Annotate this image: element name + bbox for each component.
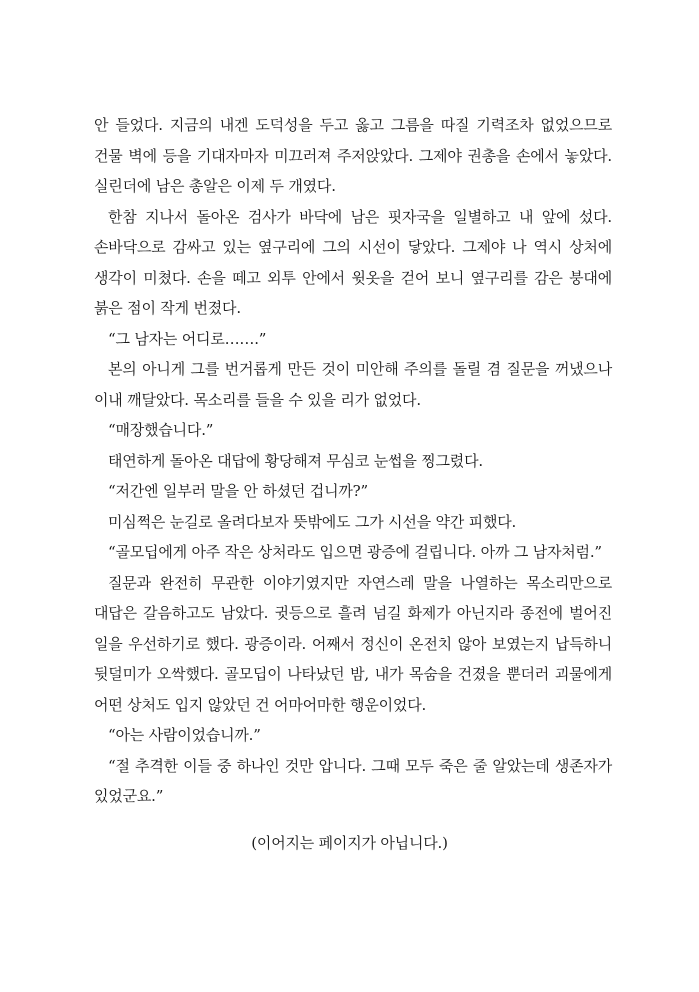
footer-note: (이어지는 페이지가 아닙니다.) xyxy=(251,834,448,852)
paragraph: “저간엔 일부러 말을 안 하셨던 겁니까?” xyxy=(108,482,368,500)
paragraph: 본의 아니게 그를 번거롭게 만든 것이 미안해 주의를 돌릴 겸 질문을 꺼냈으나 이내 깨달았다. 목소리를 들을 수 있을 리가 없었다. xyxy=(94,360,612,409)
document-body xyxy=(94,110,612,812)
paragraph: “그 남자는 어디로…….” xyxy=(108,329,267,348)
paragraph: 안 들었다. 지금의 내겐 도덕성을 두고 옳고 그름을 따질 기력조차 없었으므로 건물 벽에 등을 기대자마자 미끄러져 주저앉았다. 그제야 권총을 손에서 놓았다. 실린더에 남은 총알은 이제 두 개였다. xyxy=(94,116,612,195)
paragraph: “매장했습니다.” xyxy=(108,421,214,439)
paragraph: 미심쩍은 눈길로 올려다보자 뜻밖에도 그가 시선을 약간 피했다. xyxy=(108,512,517,531)
paragraph: 태연하게 돌아온 대답에 황당해져 무심코 눈썹을 찡그렸다. xyxy=(108,451,483,470)
paragraph: 질문과 완전히 무관한 이야기였지만 자연스레 말을 나열하는 목소리만으로 대답은 갈음하고도 남았다. 귓등으로 흘려 넘길 화제가 아닌지라 종전에 벌어진 일을 우선하기로 했다. 광증이라. 어째서 정신이 온전치 않아 보였는지 납득하니 뒷덜미가 오싹했다. 골모딥이 나타났던 밤, 내가 목숨을 건졌을 뿐더러 괴물에게 어떤 상처도 입지 않았던 건 어마어마한 행운이었다. xyxy=(94,573,612,714)
paragraph: 한참 지나서 돌아온 검사가 바닥에 남은 핏자국을 일별하고 내 앞에 섰다. 손바닥으로 감싸고 있는 옆구리에 그의 시선이 닿았다. 그제야 나 역시 상처에 생각이 미쳤다. 손을 떼고 외투 안에서 윗옷을 걷어 보니 옆구리를 감은 붕대에 붉은 점이 작게 번졌다. xyxy=(94,207,612,317)
paragraph: “절 추격한 이들 중 하나인 것만 압니다. 그때 모두 죽은 줄 알았는데 생존자가 있었군요.” xyxy=(94,756,612,805)
paragraph: “골모딥에게 아주 작은 상처라도 입으면 광증에 걸립니다. 아까 그 남자처럼.” xyxy=(108,543,602,561)
paragraph: “아는 사람이었습니까.” xyxy=(108,726,261,744)
